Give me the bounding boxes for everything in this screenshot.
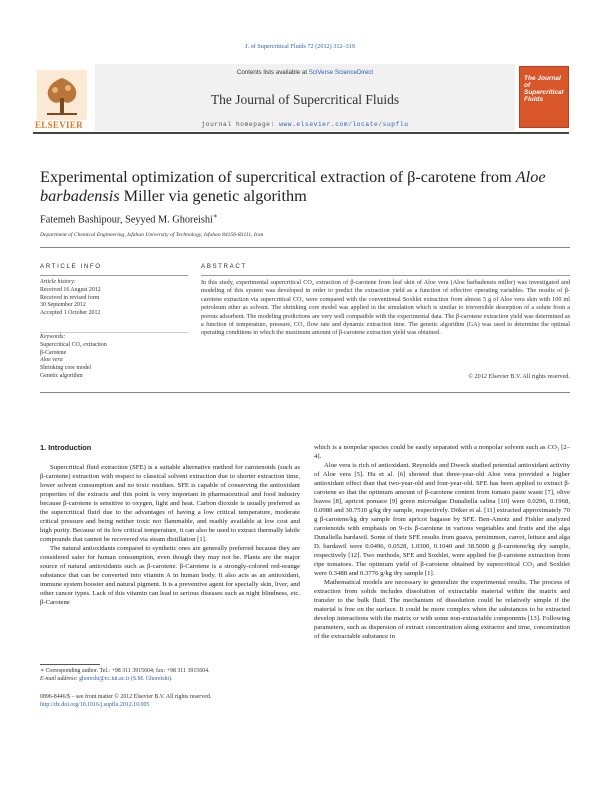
history-item: Accepted 1 October 2012 xyxy=(40,310,101,317)
footnote xyxy=(40,668,300,683)
journal-cover-image xyxy=(519,66,569,128)
abstract-divider xyxy=(40,392,570,393)
body-paragraph: Aloe vera is rich of antioxidant. Reynolds and Dweck studied potential antioxidant activity of Aloe vera [5]. Hu et al. [6] showed that three-year-old Aloe vera provided a higher antioxidant effect than that two-year-old and four-year-old. SFE has been applied to extract β-carotene so that the optimum amount of β-carotene content from tomato paste waste [7], olive leaves [8], apricot pomace [9] green microalgae Dunaliella salina [10] were 0.0296, 0.1968, 0.0980 and 30.7510 g/kg dry sample, respectively. Döker et al. [11] extracted approximately 70 g β-carotene/kg dry sample from apricot bagasse by SFE. Ben-Amotz and Fishler analyzed carotenoids with emphasis on 9-cis β-carotene in various vegetables and fruits and the alga Dunaliella bardawil. Some of their SFE results from guava, persimmon, carrot, lettuce and alga D. bardawil were 0.0496, 0.0528, 1.0300, 0.1040 and 38.5000 g β-carotene/kg dry sample, respectively [12]. Two methods, SFE and Soxhlet, were applied for β-carotene extraction from ripe tomatoes. The optimum yield of β-carotene obtained by supercritical CO₂ and Soxhlet were 0.3488 and 0.3776 g/kg dry sample [1]. xyxy=(314,462,570,577)
history-item: Received 16 August 2012 xyxy=(40,286,101,293)
cover-title: The Journal of Supercritical Fluids xyxy=(524,75,564,103)
homepage-prefix: journal homepage: xyxy=(201,121,275,128)
body-paragraph: Supercritical fluid extraction (SFE) is a suitable alternative method for carotenoids (such as β-carotene) extraction with respect to classical solvent extraction due to shorter extraction time, lower solvent consumption and no toxic residues. SFE is capable of conserving the antioxidant properties of the extracts and this point is very important in pharmaceutical and food industry because β-carotene is sensitive to oxygen, light and heat. Carbon dioxide is usually preferred as the supercritical fluid due to the advantages of having a low critical temperature, moderate critical pressure and being neither toxic nor flammable, and readily available at low cost and high purity. Because of its low critical temperature, it can also be used to extract thermally labile compounds that cannot be recovered via steam distillation [1]. xyxy=(40,464,300,543)
history-label: Article history: xyxy=(40,279,76,285)
body-paragraph: Mathematical models are necessary to generalize the experimental results. The process of extraction from solids includes dissolution of extractable material within the matrix and transfer to the bulk fluid. The mechanism of dissolution could be relatively simple if the material is free on the surface. It could be more complex when the substances to be extracted develop interactions with the matrix or with some non-extractable components [13]. Following parameters, such as dispersion of extract concentration along extractor and time, concentration of the extractable substance in xyxy=(314,579,570,640)
affiliation: Department of Chemical Engineering, Isfahan University of Technology, Isfahan 84156-83111, Iran xyxy=(40,232,264,238)
bottom-meta xyxy=(40,693,340,709)
keyword-item: β-Carotene xyxy=(40,349,67,356)
email-link[interactable]: ghoreshi@cc.iut.ac.ir (S.M. Ghoreishi). xyxy=(79,675,173,682)
contents-line xyxy=(95,69,515,76)
article-info-heading: ARTICLE INFO xyxy=(40,263,102,270)
abstract-heading: ABSTRACT xyxy=(201,263,247,270)
header-divider xyxy=(33,132,569,134)
keywords xyxy=(40,334,188,381)
abstract-copyright: © 2012 Elsevier B.V. All rights reserved. xyxy=(468,373,570,380)
email-label: E-mail address: xyxy=(40,675,78,682)
body-paragraph: The natural antioxidants compared to synthetic ones are generally preferred because they are considered safer for human consumption, even though they may not be. Plants are the major source of natural antioxidants such as β-carotene. β-Carotene is a strongly-colored red-orange substance that can be converted into vitamin A in human body. It also acts as an antioxidant, immune system booster and natural pigment. It is a preventive agent for specially skin, liver, and other cancer types. Lack of this vitamin can lead to serious diseases such as night blindness, etc. β-Carotene xyxy=(40,545,300,606)
abstract-rule xyxy=(201,275,570,276)
article-info-inner-rule xyxy=(40,332,188,333)
history-item: 30 September 2012 xyxy=(40,302,86,309)
keyword-item: Genetic algorithm xyxy=(40,372,83,379)
title-italic-species: Aloe barbadensis xyxy=(40,167,546,205)
body-column-right xyxy=(314,443,570,641)
corresponding-author-note: ∗ Corresponding author. Tel.: +98 311 3915604; fax: +98 311 3915604. xyxy=(40,668,210,674)
contents-banner xyxy=(95,64,515,131)
history-item: Received in revised form xyxy=(40,294,100,301)
article-title xyxy=(40,167,570,205)
footnote-rule xyxy=(40,664,100,665)
homepage-link[interactable]: www.elsevier.com/locate/supflu xyxy=(279,121,409,128)
body-column-left xyxy=(40,463,300,607)
email-line xyxy=(40,676,300,684)
title-divider xyxy=(40,247,570,248)
title-text-2: Miller via genetic algorithm xyxy=(119,186,307,205)
keyword-item: Supercritical CO₂ extraction xyxy=(40,341,107,348)
section-heading-introduction: 1. Introduction xyxy=(40,443,92,452)
publisher-wordmark: ELSEVIER xyxy=(35,120,83,130)
keyword-item: Aloe vera xyxy=(40,357,63,364)
author-list xyxy=(40,212,218,225)
journal-title: The Journal of Supercritical Fluids xyxy=(210,92,400,107)
authors-text: Fatemeh Bashipour, Seyyed M. Ghoreishi xyxy=(40,214,213,226)
abstract-text: In this study, experimental supercritical CO₂ extraction of β-carotene from leaf skin of Aloe vera (Aloe barbadensis miller) was investigated and modeling of this system was developed in order to predict the extraction yield as a function of effective operating variables. The results of β-carotene extraction via supercritical CO₂ were compared with the conventional Soxhlet extraction from almost 5 g of Aloe vera skin with 100 ml petroleum ether as solvent. The shrinking core model was applied in the simulation which is similar to irreversible desorption of a solute from a porous adsorbent. The modeling predictions are very well compatible with the experimental data. The β-carotene extraction yield was determined as a function of temperature, pressure, CO₂ flow rate and dynamic extraction time. The genetic algorithm (GA) was used to determine the optimal operating conditions in which the maximum amount of β-carotene extraction yield was obtained. xyxy=(201,279,570,337)
keyword-item: Shrinking core model xyxy=(40,365,92,372)
journal-homepage xyxy=(95,121,515,128)
keywords-label: Keywords: xyxy=(40,334,66,340)
issn-line: 0896-8446/$ – see front matter © 2012 Elsevier B.V. All rights reserved. xyxy=(40,694,212,700)
title-text-1: Experimental optimization of supercritical extraction of β-carotene from xyxy=(40,167,516,186)
body-paragraph: which is a nonpolar species could be easily separated with a nonpolar solvent such as CO₂ [2–4]. xyxy=(314,444,570,460)
article-info-rule xyxy=(40,275,188,276)
top-citation[interactable]: J. of Supercritical Fluids 72 (2012) 312–319 xyxy=(245,43,355,50)
contents-prefix: Contents lists available at xyxy=(236,69,308,76)
elsevier-tree-logo-icon xyxy=(37,70,87,120)
journal-header xyxy=(33,64,569,131)
sciencedirect-link[interactable]: SciVerse ScienceDirect xyxy=(308,69,374,76)
article-history xyxy=(40,279,188,318)
corresponding-author-mark[interactable]: ∗ xyxy=(212,212,218,220)
doi-link[interactable]: http://dx.doi.org/10.1016/j.supflu.2012.10.005 xyxy=(40,702,150,708)
